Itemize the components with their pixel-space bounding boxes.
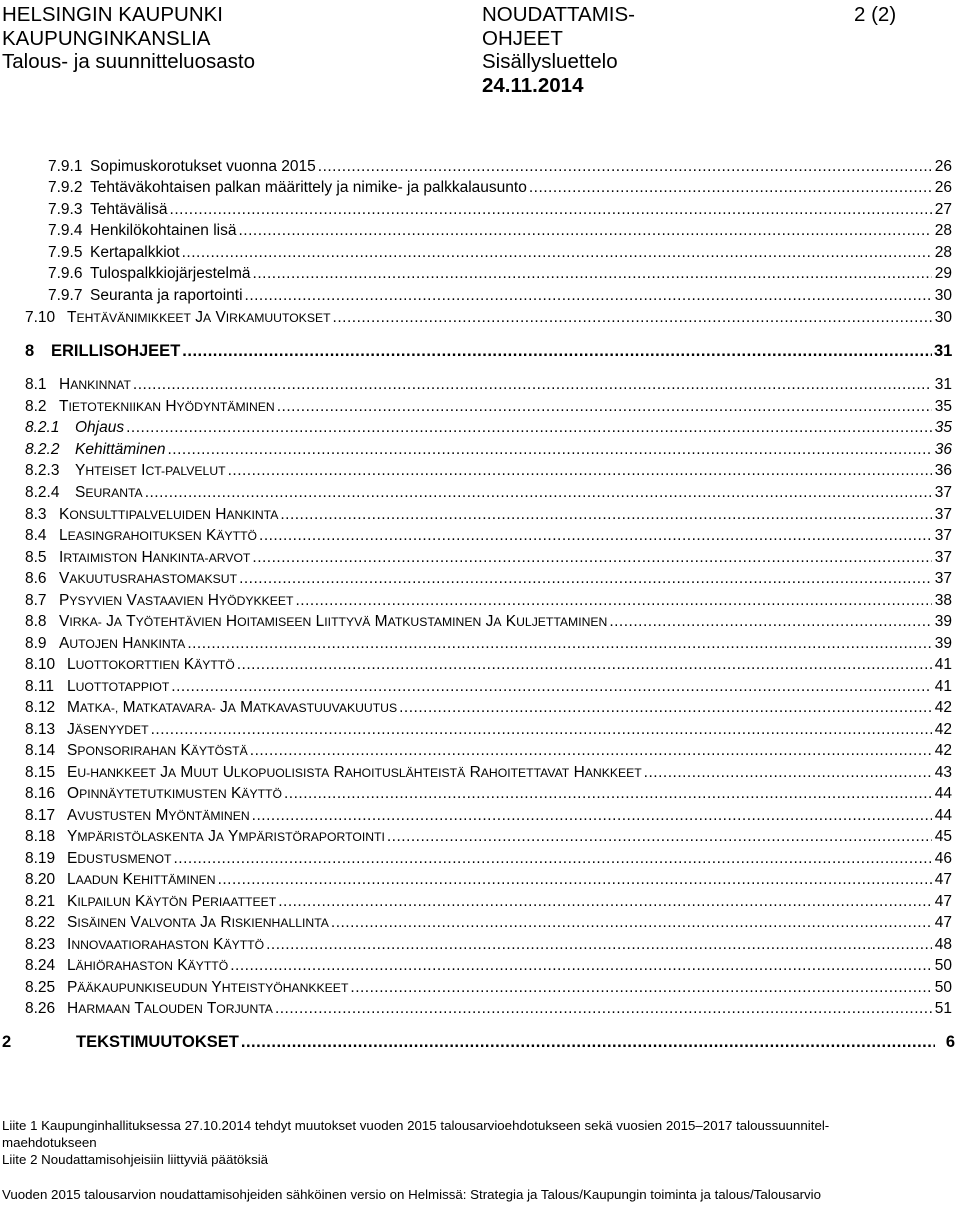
toc-entry-number: 7.10 (25, 309, 56, 326)
toc-leader-dots (284, 784, 932, 803)
attachment-note-1: Liite 1 Kaupunginhallituksessa 27.10.2014 tehdyt muutokset vuoden 2015 talousarvioehdotukseen sekä vuosien 2015–2017 taloussuunnitel- (2, 1118, 830, 1133)
toc-entry-number: 7.9.3 (48, 201, 83, 218)
toc-leader-dots (170, 200, 932, 219)
toc-entry-title: PYSYVIEN VASTAAVIEN HYÖDYKKEET (59, 592, 294, 609)
toc-entry-page: 37 (934, 527, 952, 544)
toc-entry-number: 8.20 (25, 871, 56, 888)
toc-leader-dots (173, 849, 932, 868)
toc-leader-dots (218, 870, 932, 889)
toc-entry[interactable] (25, 913, 952, 932)
toc-entry-number: 8.5 (25, 549, 47, 566)
toc-entry-title: TEKSTIMUUTOKSET (76, 1033, 239, 1051)
toc-entry[interactable] (25, 827, 952, 846)
toc-entry-number: 8.9 (25, 635, 47, 652)
toc-entry-number: 2 (2, 1033, 12, 1051)
toc-entry[interactable] (25, 741, 952, 760)
toc-entry-title: Ohjaus (75, 419, 125, 436)
toc-entry-page: 42 (934, 742, 952, 759)
doc-subtitle: Sisällysluettelo (482, 50, 618, 73)
toc-entry-page: 36 (934, 441, 952, 458)
toc-entry-title: EDUSTUSMENOT (67, 850, 172, 867)
toc-entry-title: Seuranta ja raportointi (90, 287, 243, 304)
toc-entry-page: 41 (934, 656, 952, 673)
toc-entry-page: 31 (934, 342, 953, 360)
toc-leader-dots (350, 978, 932, 997)
toc-entry-title: KONSULTTIPALVELUIDEN HANKINTA (59, 506, 279, 523)
toc-entry-page: 51 (934, 1000, 952, 1017)
toc-leader-dots (280, 505, 932, 524)
toc-entry-page: 47 (934, 871, 952, 888)
toc-entry-number: 8.14 (25, 742, 56, 759)
toc-entry-title: LÄHIÖRAHASTON KÄYTTÖ (67, 957, 229, 974)
toc-entry-title: AVUSTUSTEN MYÖNTÄMINEN (67, 807, 250, 824)
toc-entry-number: 7.9.6 (48, 265, 83, 282)
toc-leader-dots (277, 397, 932, 416)
toc-entry-page: 50 (934, 979, 952, 996)
toc-entry-number: 8.4 (25, 527, 47, 544)
toc-entry-number: 8.2.2 (25, 441, 60, 458)
toc-entry-page: 50 (934, 957, 952, 974)
toc-entry-page: 39 (934, 613, 952, 630)
toc-leader-dots (333, 308, 932, 327)
toc-entry-number: 7.9.5 (48, 244, 83, 261)
toc-entry[interactable] (25, 655, 952, 674)
org-city: HELSINGIN KAUPUNKI (2, 3, 223, 26)
toc-leader-dots (187, 634, 932, 653)
toc-leader-dots (239, 569, 932, 588)
attachment-notes (2, 1117, 958, 1168)
toc-entry-page: 47 (934, 914, 952, 931)
toc-entry-page: 35 (934, 398, 952, 415)
doc-title-line1: NOUDATTAMIS- (482, 3, 635, 26)
toc-entry-title: Henkilökohtainen lisä (90, 222, 237, 239)
toc-entry[interactable] (48, 264, 952, 283)
toc-entry[interactable] (25, 698, 952, 717)
toc-leader-dots (644, 763, 932, 782)
toc-entry-page: 37 (934, 549, 952, 566)
toc-entry-page: 28 (934, 244, 952, 261)
toc-leader-dots (171, 677, 932, 696)
toc-entry-title: TEHTÄVÄNIMIKKEET JA VIRKAMUUTOKSET (67, 309, 331, 326)
toc-entry-page: 37 (934, 570, 952, 587)
toc-entry-title: LUOTTOKORTTIEN KÄYTTÖ (67, 656, 235, 673)
toc-entry-page: 38 (934, 592, 952, 609)
toc-entry-title: AUTOJEN HANKINTA (59, 635, 186, 652)
toc-leader-dots (241, 1033, 935, 1052)
toc-leader-dots (318, 157, 932, 176)
toc-entry[interactable] (25, 892, 952, 911)
toc-leader-dots (252, 548, 932, 567)
organization-block (2, 3, 255, 74)
toc-leader-dots (182, 342, 932, 361)
toc-leader-dots (250, 741, 932, 760)
toc-entry-number: 8.25 (25, 979, 56, 996)
toc-leader-dots (266, 935, 932, 954)
toc-leader-dots (145, 483, 932, 502)
toc-leader-dots (259, 526, 932, 545)
toc-leader-dots (295, 591, 932, 610)
toc-entry[interactable] (2, 1033, 955, 1052)
toc-entry-number: 8.18 (25, 828, 56, 845)
toc-entry-title: EU-HANKKEET JA MUUT ULKOPUOLISISTA RAHOITUSLÄHTEISTÄ RAHOITETTAVAT HANKKEET (67, 764, 642, 781)
toc-entry-page: 30 (934, 287, 952, 304)
toc-entry[interactable] (48, 178, 952, 197)
toc-entry[interactable] (25, 677, 952, 696)
toc-entry-page: 35 (934, 419, 952, 436)
toc-leader-dots (126, 418, 932, 437)
toc-entry[interactable] (25, 612, 952, 631)
toc-leader-dots (331, 913, 932, 932)
toc-entry[interactable] (25, 978, 952, 997)
electronic-version-note: Vuoden 2015 talousarvion noudattamisohjeiden sähköinen versio on Helmissä: Strategia ja Talous/Kaupungin toiminta ja talous/Talousarvio (2, 1187, 822, 1202)
toc-entry-page: 45 (934, 828, 952, 845)
toc-entry-title: IRTAIMISTON HANKINTA-ARVOT (59, 549, 251, 566)
toc-leader-dots (252, 806, 932, 825)
doc-title-line2: OHJEET (482, 26, 563, 50)
toc-entry-page: 37 (934, 506, 952, 523)
toc-entry-title: Sopimuskorotukset vuonna 2015 (90, 158, 316, 175)
toc-entry-number: 8.2.1 (25, 419, 60, 436)
toc-leader-dots (182, 243, 932, 262)
toc-entry-title: YMPÄRISTÖLASKENTA JA YMPÄRISTÖRAPORTOINTI (67, 828, 385, 845)
toc-entry-page: 36 (934, 462, 952, 479)
toc-entry-number: 8.7 (25, 592, 47, 609)
toc-entry[interactable] (25, 784, 952, 803)
toc-entry-page: 46 (934, 850, 952, 867)
toc-entry[interactable] (25, 999, 952, 1018)
toc-entry-number: 7.9.1 (48, 158, 83, 175)
page-number: 2 (2) (854, 3, 897, 26)
toc-leader-dots (253, 264, 932, 283)
toc-entry-number: 8.2 (25, 398, 47, 415)
document-header (2, 3, 958, 103)
toc-entry-title: INNOVAATIORAHASTON KÄYTTÖ (67, 936, 265, 953)
toc-entry-title: SISÄINEN VALVONTA JA RISKIENHALLINTA (67, 914, 329, 931)
toc-entry-title: SPONSORIRAHAN KÄYTÖSTÄ (67, 742, 248, 759)
toc-entry-title: SEURANTA (75, 484, 143, 501)
toc-entry[interactable] (25, 308, 952, 327)
toc-entry[interactable] (25, 763, 952, 782)
toc-entry-page: 39 (934, 635, 952, 652)
toc-entry-title: TIETOTEKNIIKAN HYÖDYNTÄMINEN (59, 398, 275, 415)
toc-entry[interactable] (25, 935, 952, 954)
toc-entry-number: 8.10 (25, 656, 56, 673)
toc-entry-title: Kertapalkkiot (90, 244, 180, 261)
toc-entry[interactable] (25, 569, 952, 588)
toc-entry[interactable] (25, 956, 952, 975)
toc-entry-page: 31 (934, 376, 952, 393)
toc-entry-number: 8.12 (25, 699, 56, 716)
toc-leader-dots (230, 956, 932, 975)
toc-entry[interactable] (48, 200, 952, 219)
toc-leader-dots (133, 375, 932, 394)
toc-entry-number: 8.19 (25, 850, 56, 867)
toc-entry-title: PÄÄKAUPUNKISEUDUN YHTEISTYÖHANKKEET (67, 979, 349, 996)
toc-entry-title: HARMAAN TALOUDEN TORJUNTA (67, 1000, 273, 1017)
toc-leader-dots (609, 612, 932, 631)
toc-entry[interactable] (25, 806, 952, 825)
toc-entry-number: 8.16 (25, 785, 56, 802)
toc-leader-dots (237, 655, 932, 674)
toc-entry-number: 8.3 (25, 506, 47, 523)
toc-leader-dots (275, 999, 932, 1018)
toc-entry-number: 7.9.4 (48, 222, 83, 239)
toc-entry-page: 43 (934, 764, 952, 781)
toc-entry-number: 8.15 (25, 764, 56, 781)
toc-entry-number: 8.13 (25, 721, 56, 738)
toc-entry-title: VIRKA- JA TYÖTEHTÄVIEN HOITAMISEEN LIITTYVÄ MATKUSTAMINEN JA KULJETTAMINEN (59, 613, 608, 630)
toc-entry[interactable] (25, 440, 952, 459)
toc-entry-number: 7.9.2 (48, 179, 83, 196)
toc-entry[interactable] (25, 634, 952, 653)
toc-entry-number: 8.24 (25, 957, 56, 974)
toc-entry-number: 8.23 (25, 936, 56, 953)
toc-entry-number: 8 (25, 342, 35, 360)
toc-leader-dots (529, 178, 932, 197)
toc-entry-page: 29 (934, 265, 952, 282)
toc-entry-title: LEASINGRAHOITUKSEN KÄYTTÖ (59, 527, 258, 544)
toc-entry-page: 44 (934, 785, 952, 802)
toc-entry-title: YHTEISET ICT-PALVELUT (75, 462, 226, 479)
toc-entry-page: 47 (934, 893, 952, 910)
toc-entry-title: LUOTTOTAPPIOT (67, 678, 170, 695)
toc-entry[interactable] (25, 342, 952, 361)
toc-entry-page: 48 (934, 936, 952, 953)
toc-entry[interactable] (48, 286, 952, 305)
toc-entry-page: 26 (934, 179, 952, 196)
toc-entry-number: 7.9.7 (48, 287, 83, 304)
toc-entry-page: 42 (934, 699, 952, 716)
toc-entry-title: HANKINNAT (59, 376, 131, 393)
toc-entry[interactable] (25, 591, 952, 610)
toc-entry-number: 8.8 (25, 613, 47, 630)
toc-entry-title: JÄSENYYDET (67, 721, 149, 738)
toc-entry-number: 8.2.3 (25, 462, 60, 479)
toc-entry[interactable] (25, 483, 952, 502)
toc-entry-page: 6 (945, 1033, 955, 1051)
toc-leader-dots (167, 440, 932, 459)
toc-entry[interactable] (25, 526, 952, 545)
toc-entry-number: 8.26 (25, 1000, 56, 1017)
toc-entry-page: 44 (934, 807, 952, 824)
toc-leader-dots (151, 720, 932, 739)
toc-leader-dots (238, 221, 932, 240)
document-info-block (482, 3, 635, 97)
toc-entry-page: 28 (934, 222, 952, 239)
toc-entry-title: MATKA-, MATKATAVARA- JA MATKAVASTUUVAKUUTUS (67, 699, 398, 716)
toc-leader-dots (387, 827, 932, 846)
toc-entry[interactable] (25, 418, 952, 437)
toc-entry-page: 41 (934, 678, 952, 695)
org-office: KAUPUNGINKANSLIA (2, 26, 211, 50)
toc-entry[interactable] (25, 461, 952, 480)
toc-entry-title: ERILLISOHJEET (51, 342, 181, 360)
org-department: Talous- ja suunnitteluosasto (2, 50, 255, 73)
toc-leader-dots (228, 461, 932, 480)
toc-entry-title: KILPAILUN KÄYTÖN PERIAATTEET (67, 893, 277, 910)
toc-entry-page: 27 (934, 201, 952, 218)
toc-entry-title: Tulospalkkiojärjestelmä (90, 265, 251, 282)
toc-entry-page: 30 (934, 309, 952, 326)
attachment-note-1-cont: maehdotukseen (2, 1135, 97, 1150)
toc-entry-page: 37 (934, 484, 952, 501)
toc-entry[interactable] (25, 397, 952, 416)
toc-entry-number: 8.2.4 (25, 484, 60, 501)
toc-entry-page: 42 (934, 721, 952, 738)
toc-entry-number: 8.1 (25, 376, 47, 393)
toc-leader-dots (278, 892, 932, 911)
toc-entry-number: 8.22 (25, 914, 56, 931)
toc-entry[interactable] (48, 221, 952, 240)
toc-entry-number: 8.6 (25, 570, 47, 587)
toc-entry-title: LAADUN KEHITTÄMINEN (67, 871, 216, 888)
toc-entry[interactable] (25, 375, 952, 394)
toc-entry-title: Tehtävälisä (90, 201, 168, 218)
doc-date: 24.11.2014 (482, 73, 584, 97)
toc-entry[interactable] (48, 243, 952, 262)
toc-entry[interactable] (25, 849, 952, 868)
toc-entry[interactable] (25, 505, 952, 524)
toc-entry[interactable] (25, 548, 952, 567)
toc-leader-dots (245, 286, 932, 305)
attachment-note-2: Liite 2 Noudattamisohjeisiin liittyviä päätöksiä (2, 1152, 269, 1167)
toc-entry-title: Kehittäminen (75, 441, 166, 458)
toc-entry-number: 8.21 (25, 893, 56, 910)
toc-entry-title: VAKUUTUSRAHASTOMAKSUT (59, 570, 238, 587)
toc-entry[interactable] (25, 720, 952, 739)
toc-entry[interactable] (25, 870, 952, 889)
toc-entry-number: 8.17 (25, 807, 56, 824)
toc-entry-title: Tehtäväkohtaisen palkan määrittely ja nimike- ja palkkalausunto (90, 179, 527, 196)
toc-entry-page: 26 (934, 158, 952, 175)
toc-leader-dots (399, 698, 932, 717)
toc-entry-number: 8.11 (25, 678, 55, 695)
toc-entry[interactable] (48, 157, 952, 176)
toc-entry-title: OPINNÄYTETUTKIMUSTEN KÄYTTÖ (67, 785, 282, 802)
